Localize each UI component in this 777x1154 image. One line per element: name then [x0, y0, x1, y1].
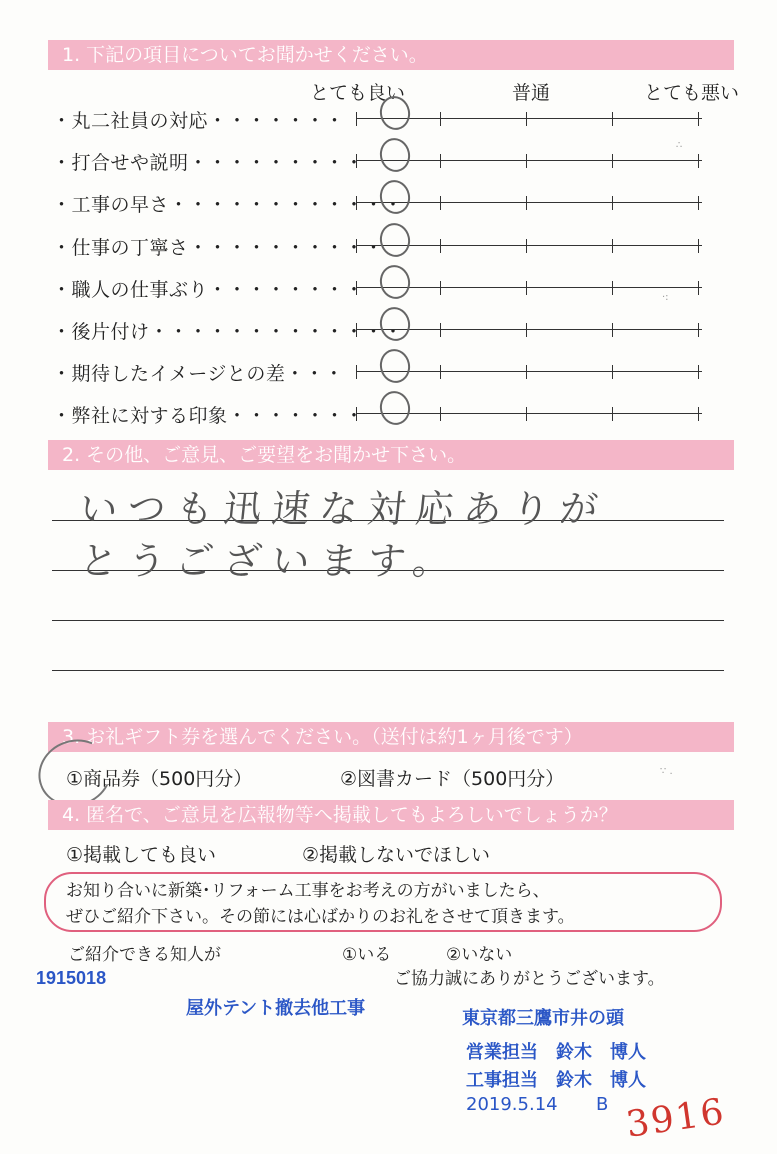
handwritten-comment-line2: とうございます。 — [77, 539, 463, 583]
rating-item-label: ・打合せや説明・・・・・・・・・ — [52, 152, 365, 174]
date: 2019.5.14 — [466, 1094, 558, 1115]
scale-tick — [440, 196, 441, 210]
scale-tick — [612, 112, 613, 126]
scale-tick — [698, 323, 699, 337]
scale-tick — [698, 365, 699, 379]
scale-tick — [612, 196, 613, 210]
scale-tick — [356, 323, 357, 337]
rating-item-label: ・弊社に対する印象・・・・・・・ — [52, 405, 365, 427]
section3-header: 3. お礼ギフト券を選んでください。（送付は約1ヶ月後です） — [48, 722, 734, 752]
section4-header: 4. 匿名で、ご意見を広報物等へ掲載してもよろしいでしょうか？ — [48, 800, 734, 830]
rating-circle-mark — [377, 388, 413, 427]
scale-tick — [698, 112, 699, 126]
section1-header: 1. 下記の項目についてお聞かせください。 — [48, 40, 734, 70]
scale-tick — [698, 281, 699, 295]
rating-circle-mark — [377, 135, 413, 174]
referral-no[interactable]: ②いない — [446, 945, 513, 965]
comment-line — [52, 620, 724, 621]
scale-tick — [526, 112, 527, 126]
scale-tick — [356, 239, 357, 253]
rating-item-label: ・後片付け・・・・・・・・・・・・・ — [52, 321, 404, 343]
referral-yes[interactable]: ①いる — [342, 945, 392, 965]
scale-tick — [356, 112, 357, 126]
scale-tick — [698, 239, 699, 253]
scale-tick — [612, 407, 613, 421]
scale-tick — [526, 407, 527, 421]
gift-option-bookcard[interactable]: ②図書カード（500円分） — [340, 768, 565, 790]
scale-tick — [526, 323, 527, 337]
scale-label-normal: 普通 — [512, 82, 551, 104]
scan-speck: ·: — [662, 292, 669, 303]
rating-item-label: ・工事の早さ・・・・・・・・・・・・ — [52, 194, 404, 216]
scale-tick — [612, 323, 613, 337]
address: 東京都三鷹市井の頭 — [462, 1008, 624, 1029]
scale-tick — [440, 239, 441, 253]
id-number: 1915018 — [36, 968, 107, 988]
scale-tick — [526, 281, 527, 295]
publish-option-no[interactable]: ②掲載しないでほしい — [302, 844, 491, 866]
scale-tick — [612, 281, 613, 295]
scale-tick — [440, 154, 441, 168]
scale-tick — [356, 154, 357, 168]
construction-staff: 工事担当 鈴木 博人 — [466, 1070, 646, 1091]
scale-label-best: とても良い — [310, 82, 406, 104]
scale-tick — [526, 154, 527, 168]
rating-item-label: ・職人の仕事ぶり・・・・・・・・ — [52, 279, 365, 301]
grade: B — [596, 1094, 609, 1115]
handwritten-comment-line1: いつも迅速な対応ありが — [77, 487, 610, 531]
scale-tick — [698, 196, 699, 210]
gift-option-giftcard[interactable]: ①商品券（500円分） — [66, 768, 253, 790]
scan-speck: ∴ — [676, 140, 683, 151]
rating-circle-mark — [377, 262, 413, 301]
scale-tick — [526, 365, 527, 379]
scale-tick — [440, 112, 441, 126]
rating-item-label: ・期待したイメージとの差・・・ — [52, 363, 344, 385]
referral-question: ご紹介できる知人が — [68, 945, 221, 965]
rating-item-label: ・丸二社員の対応・・・・・・・ — [52, 110, 345, 132]
project-name: 屋外テント撤去他工事 — [186, 998, 366, 1019]
scale-tick — [698, 407, 699, 421]
scale-tick — [440, 323, 441, 337]
thanks-text: ご協力誠にありがとうございます。 — [394, 969, 665, 989]
scale-tick — [356, 196, 357, 210]
scale-tick — [526, 239, 527, 253]
referral-box — [44, 872, 722, 932]
publish-option-yes[interactable]: ①掲載しても良い — [66, 844, 217, 866]
rating-item-label: ・仕事の丁寧さ・・・・・・・・・・ — [52, 237, 384, 259]
referral-line2: ぜひご紹介下さい。その節には心ばかりのお礼をさせて頂きます。 — [66, 907, 575, 927]
rating-circle-mark — [377, 346, 413, 385]
scale-tick — [356, 281, 357, 295]
scale-label-worst: とても悪い — [644, 82, 740, 104]
scale-tick — [356, 407, 357, 421]
scale-tick — [356, 365, 357, 379]
scan-speck: ∵ . — [660, 766, 673, 777]
handwritten-number: 3916 — [623, 1091, 728, 1146]
comment-line — [52, 670, 724, 671]
scale-tick — [440, 281, 441, 295]
scale-tick — [612, 154, 613, 168]
scale-tick — [698, 154, 699, 168]
scale-tick — [526, 196, 527, 210]
sales-staff: 営業担当 鈴木 博人 — [466, 1042, 646, 1063]
scale-tick — [440, 365, 441, 379]
scale-tick — [612, 239, 613, 253]
scale-tick — [440, 407, 441, 421]
scale-tick — [612, 365, 613, 379]
section2-header: 2. その他、ご意見、ご要望をお聞かせ下さい。 — [48, 440, 734, 470]
referral-line1: お知り合いに新築･リフォーム工事をお考えの方がいましたら、 — [66, 881, 550, 901]
